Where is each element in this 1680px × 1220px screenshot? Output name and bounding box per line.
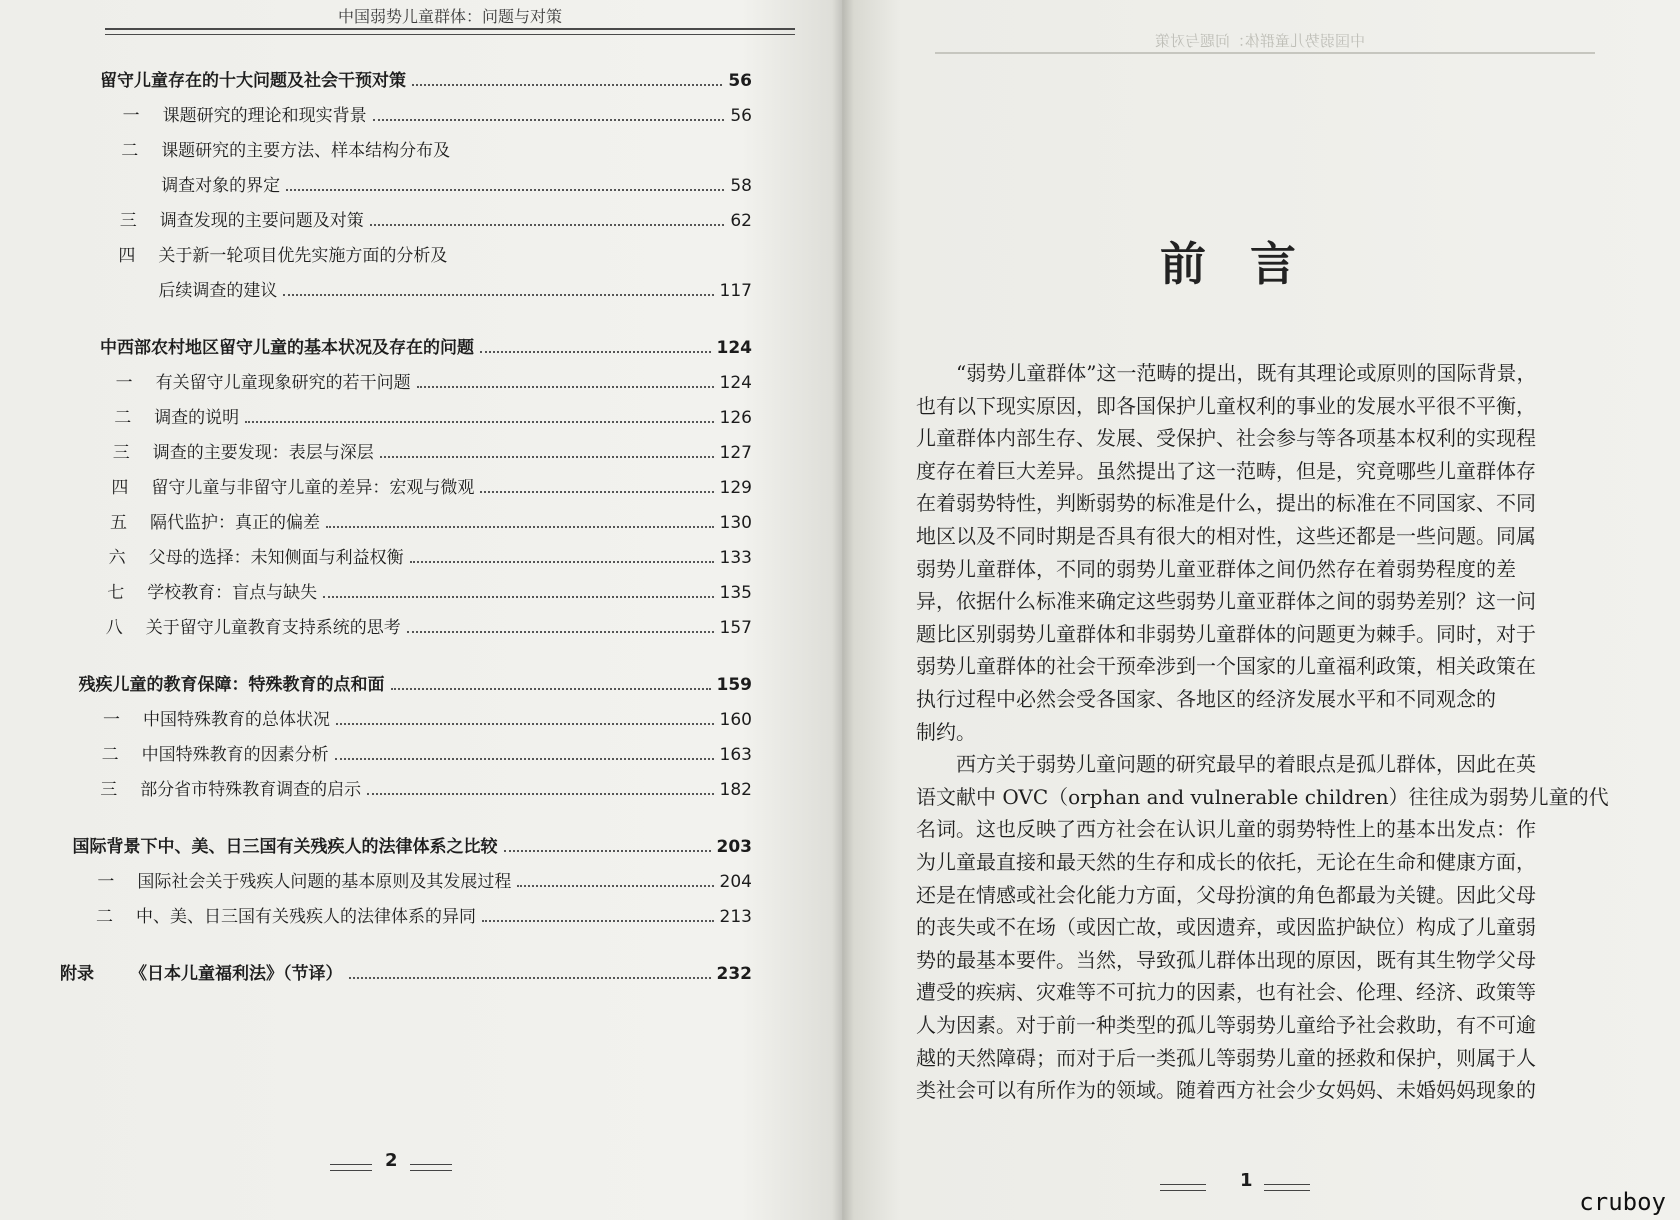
- toc-title: 《日本儿童福利法》（节译）: [130, 964, 343, 984]
- preface-line: 地区以及不同时期是否具有很大的相对性，这些还都是一些问题。同属: [916, 524, 1536, 548]
- toc-title-continued: 后续调查的建议: [158, 281, 278, 301]
- toc-title: 隔代监护：真正的偏差: [150, 513, 320, 533]
- toc-title: 部分省市特殊教育调查的启示: [140, 780, 362, 800]
- toc-item: [111, 473, 752, 503]
- toc-number: 三: [112, 443, 130, 463]
- toc-leader-dots: [335, 757, 714, 760]
- header-rule-thin: [105, 34, 795, 35]
- toc-page-number: 204: [719, 872, 752, 892]
- toc-number: 七: [107, 583, 125, 603]
- toc-page-number: 203: [716, 837, 752, 857]
- toc-number: 一: [122, 106, 140, 126]
- toc-item: [118, 241, 752, 271]
- toc-page-number: 232: [716, 964, 752, 984]
- toc-page-number: 117: [719, 281, 752, 301]
- preface-line: 西方关于弱势儿童问题的研究最早的着眼点是孤儿群体，因此在英: [956, 752, 1536, 777]
- toc-leader-dots: [370, 223, 725, 226]
- toc-title: 调查发现的主要问题及对策: [159, 211, 364, 231]
- bleed-through-header: 中国弱势儿童群体：问题与对策: [1155, 32, 1366, 50]
- toc-appendix: [60, 959, 752, 989]
- footer-rule: [330, 1170, 372, 1171]
- toc-number: 二: [101, 745, 119, 765]
- running-header: 中国弱势儿童群体：问题与对策: [337, 7, 562, 26]
- toc-page-number: 133: [719, 548, 752, 568]
- footer-rule: [330, 1164, 372, 1165]
- toc-title: 关于留守儿童教育支持系统的思考: [145, 618, 401, 638]
- preface-line: 度存在着巨大差异。虽然提出了这一范畴，但是，究竟哪些儿童群体存: [916, 458, 1536, 483]
- toc-leader-dots: [412, 83, 722, 86]
- toc-item: [109, 543, 752, 573]
- footer-rule: [1160, 1184, 1206, 1185]
- toc-section: [100, 66, 752, 96]
- toc-leader-dots: [283, 293, 713, 296]
- toc-leader-dots: [391, 687, 711, 690]
- preface-line: 越的天然障碍；而对于后一类孤儿等弱势儿童的拯救和保护，则属于人: [916, 1045, 1536, 1070]
- toc-number: 三: [100, 780, 118, 800]
- toc-section: [79, 670, 753, 700]
- footer-rule: [1264, 1184, 1310, 1185]
- footer-rule: [410, 1170, 452, 1171]
- toc-title: 关于新一轮项目优先实施方面的分析及: [158, 246, 448, 266]
- toc-page-number: 127: [719, 443, 752, 463]
- toc-leader-dots: [323, 595, 713, 598]
- toc-title: 调查的主要发现：表层与深层: [152, 443, 374, 463]
- toc-title: 学校教育：盲点与缺失: [147, 583, 318, 603]
- toc-page-number: 62: [730, 211, 752, 231]
- toc-page-number: 163: [719, 745, 752, 765]
- toc-page-number: 130: [719, 513, 752, 533]
- toc-leader-dots: [410, 560, 714, 563]
- toc-number: 一: [115, 373, 133, 393]
- preface-heading: 前言: [1160, 237, 1340, 291]
- toc-leader-dots: [480, 350, 711, 353]
- preface-line: 制约。: [916, 719, 976, 744]
- toc-leader-dots: [349, 976, 711, 979]
- toc-item: [110, 508, 752, 538]
- preface-line: 遭受的疾病、灾难等不可抗力的因素，也有社会、伦理、经济、政策等: [916, 980, 1536, 1005]
- toc-title: 有关留守儿童现象研究的若干问题: [155, 373, 411, 393]
- toc-item-continuation: [161, 171, 752, 201]
- toc-page-number: 124: [716, 338, 752, 358]
- toc-item-continuation: [158, 276, 752, 306]
- toc-title: 残疾儿童的教育保障：特殊教育的点和面: [78, 675, 385, 695]
- toc-page-number: 58: [730, 176, 752, 196]
- preface-line: 异，依据什么标准来确定这些弱势儿童亚群体之间的弱势差别？这一问: [916, 589, 1536, 614]
- toc-leader-dots: [480, 490, 713, 493]
- toc-item: [114, 403, 752, 433]
- preface-line: 还是在情感或社会化能力方面，父母扮演的角色都最为关键。因此父母: [916, 882, 1536, 907]
- preface-line: “弱势儿童群体”这一范畴的提出，既有其理论或原则的国际背景，: [956, 361, 1537, 385]
- toc-item: [102, 740, 752, 770]
- toc-number: 附录: [60, 964, 94, 984]
- left-page-number: 2: [385, 1150, 398, 1171]
- toc-section: [73, 832, 753, 862]
- toc-page-number: 159: [716, 675, 752, 695]
- preface-line: 势的最基本要件。当然，导致孤儿群体出现的原因，既有其生物学父母: [916, 947, 1536, 972]
- toc-page-number: 135: [719, 583, 752, 603]
- toc-title: 调查的说明: [154, 408, 240, 428]
- toc-page-number: 213: [719, 907, 752, 927]
- toc-leader-dots: [380, 455, 714, 458]
- toc-title: 中、美、日三国有关残疾人的法律体系的异同: [136, 907, 476, 927]
- toc-item: [113, 438, 752, 468]
- toc-leader-dots: [417, 385, 714, 388]
- preface-line: 在着弱势特性，判断弱势的标准是什么，提出的标准在不同国家、不同: [916, 491, 1536, 516]
- toc-item: [96, 902, 752, 932]
- toc-title: 留守儿童与非留守儿童的差异：宏观与微观: [151, 478, 475, 498]
- watermark-text: cruboy: [1579, 1188, 1666, 1216]
- toc-page-number: 56: [728, 71, 752, 91]
- preface-line: 人为因素。对于前一种类型的孤儿等弱势儿童给予社会救助，有不可逾: [916, 1013, 1536, 1037]
- toc-item: [121, 136, 752, 166]
- right-page-number: 1: [1240, 1170, 1253, 1191]
- toc-leader-dots: [326, 525, 714, 528]
- toc-item: [97, 867, 752, 897]
- toc-number: 六: [108, 548, 126, 568]
- toc-item: [120, 206, 752, 236]
- toc-title: 国际背景下中、美、日三国有关残疾人的法律体系之比较: [72, 837, 498, 857]
- footer-rule: [410, 1164, 452, 1165]
- toc-item: [100, 775, 752, 805]
- toc-leader-dots: [482, 919, 714, 922]
- toc-title-continued: 调查对象的界定: [161, 176, 281, 196]
- preface-line: 名词。这也反映了西方社会在认识儿童的弱势特性上的基本出发点：作: [916, 817, 1536, 842]
- header-rule: [105, 28, 795, 30]
- toc-leader-dots: [286, 188, 724, 191]
- preface-line: 弱势儿童群体的社会干预牵涉到一个国家的儿童福利政策，相关政策在: [916, 654, 1536, 679]
- toc-number: 四: [111, 478, 129, 498]
- toc-item: [123, 101, 752, 131]
- toc-title: 中国特殊教育的总体状况: [143, 710, 330, 730]
- preface-line: 弱势儿童群体，不同的弱势儿童亚群体之间仍然存在着弱势程度的差: [916, 556, 1516, 581]
- toc-page-number: 56: [730, 106, 752, 126]
- footer-rule: [1160, 1190, 1206, 1191]
- toc-item: [116, 368, 752, 398]
- toc-item: [107, 578, 752, 608]
- toc-leader-dots: [517, 884, 713, 887]
- toc-leader-dots: [245, 420, 713, 423]
- book-spine-shadow: [832, 0, 854, 1220]
- toc-number: 一: [103, 710, 120, 730]
- toc-title: 国际社会关于残疾人问题的基本原则及其发展过程: [137, 872, 512, 892]
- toc-number: 二: [121, 141, 139, 161]
- toc-title: 中西部农村地区留守儿童的基本状况及存在的问题: [100, 338, 474, 358]
- preface-line: 为儿童最直接和最天然的生存和成长的依托，无论在生命和健康方面，: [916, 850, 1536, 874]
- toc-page-number: 124: [719, 373, 752, 393]
- toc-item: [106, 613, 752, 643]
- toc-section: [100, 333, 752, 363]
- preface-line: 语文献中 OVC（orphan and vulnerable children）往往成为弱势儿童的代: [916, 784, 1609, 809]
- toc-number: 四: [118, 246, 136, 266]
- preface-line: 也有以下现实原因，即各国保护儿童权利的事业的发展水平很不平衡，: [916, 393, 1536, 418]
- toc-number: 三: [119, 211, 137, 231]
- toc-number: 二: [96, 907, 113, 927]
- toc-title: 课题研究的理论和现实背景: [162, 106, 367, 126]
- toc-number: 八: [105, 618, 123, 638]
- toc-leader-dots: [373, 118, 725, 121]
- toc-page-number: 182: [719, 780, 752, 800]
- preface-line: 儿童群体内部生存、发展、受保护、社会参与等各项基本权利的实现程: [916, 426, 1536, 451]
- toc-leader-dots: [336, 722, 714, 725]
- bleed-through-rule: [935, 52, 1595, 54]
- preface-line: 的丧失或不在场（或因亡故，或因遗弃，或因监护缺位）构成了儿童弱: [916, 915, 1536, 940]
- footer-rule: [1264, 1190, 1310, 1191]
- toc-leader-dots: [504, 849, 711, 852]
- preface-line: 类社会可以有所作为的领域。随着西方社会少女妈妈、未婚妈妈现象的: [916, 1078, 1536, 1103]
- toc-leader-dots: [367, 792, 713, 795]
- toc-title: 课题研究的主要方法、样本结构分布及: [161, 141, 451, 161]
- toc-title: 中国特殊教育的因素分析: [141, 745, 329, 765]
- toc-page-number: 160: [719, 710, 752, 730]
- toc-item: [103, 705, 752, 735]
- preface-line: 执行过程中必然会受各国家、各地区的经济发展水平和不同观念的: [916, 687, 1496, 711]
- toc-page-number: 129: [719, 478, 752, 498]
- toc-title: 父母的选择：未知侧面与利益权衡: [148, 548, 404, 568]
- toc-number: 二: [114, 408, 132, 428]
- toc-page-number: 126: [719, 408, 752, 428]
- toc-page-number: 157: [719, 618, 752, 638]
- toc-title: 留守儿童存在的十大问题及社会干预对策: [100, 71, 406, 91]
- toc-number: 五: [110, 513, 127, 533]
- toc-number: 一: [97, 872, 115, 892]
- toc-leader-dots: [407, 630, 714, 633]
- preface-line: 题比区别弱势儿童群体和非弱势儿童群体的问题更为棘手。同时，对于: [916, 621, 1536, 646]
